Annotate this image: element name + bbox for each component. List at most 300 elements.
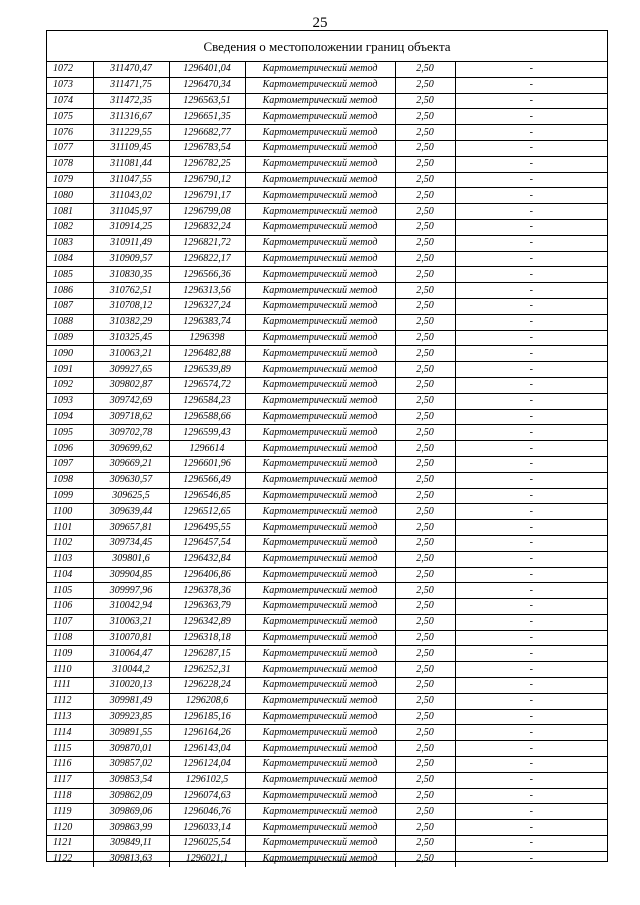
description-cell: - [455,725,607,741]
table-row [47,314,607,330]
method-cell: Картометрический метод [245,693,395,709]
accuracy-cell: 2,50 [395,235,455,251]
point-number-cell: 1081 [47,204,93,220]
point-number-cell: 1082 [47,219,93,235]
method-cell: Картометрический метод [245,757,395,773]
table-row [47,330,607,346]
description-cell: - [455,583,607,599]
accuracy-cell: 2,50 [395,851,455,866]
table-row [47,125,607,141]
table-row [47,377,607,393]
accuracy-cell: 2,50 [395,757,455,773]
table-row [47,693,607,709]
x-coordinate-cell: 310064,47 [93,646,169,662]
y-coordinate-cell: 1296287,15 [169,646,245,662]
table-row [47,172,607,188]
description-cell: - [455,772,607,788]
x-coordinate-cell: 309625,5 [93,488,169,504]
y-coordinate-cell: 1296228,24 [169,678,245,694]
description-cell: - [455,377,607,393]
description-cell: - [455,172,607,188]
description-cell: - [455,551,607,567]
description-cell: - [455,599,607,615]
x-coordinate-cell: 309904,85 [93,567,169,583]
point-number-cell: 1115 [47,741,93,757]
description-cell: - [455,520,607,536]
table-row [47,820,607,836]
point-number-cell: 1107 [47,614,93,630]
accuracy-cell: 2,50 [395,441,455,457]
method-cell: Картометрический метод [245,219,395,235]
point-number-cell: 1088 [47,314,93,330]
description-cell: - [455,472,607,488]
table-row [47,251,607,267]
method-cell: Картометрический метод [245,62,395,77]
x-coordinate-cell: 309630,57 [93,472,169,488]
description-cell: - [455,425,607,441]
x-coordinate-cell: 309849,11 [93,836,169,852]
accuracy-cell: 2,50 [395,425,455,441]
x-coordinate-cell: 310909,57 [93,251,169,267]
y-coordinate-cell: 1296318,18 [169,630,245,646]
x-coordinate-cell: 310063,21 [93,346,169,362]
accuracy-cell: 2,50 [395,314,455,330]
accuracy-cell: 2,50 [395,709,455,725]
method-cell: Картометрический метод [245,172,395,188]
table-row [47,140,607,156]
table-row [47,472,607,488]
x-coordinate-cell: 309699,62 [93,441,169,457]
x-coordinate-cell: 310708,12 [93,298,169,314]
method-cell: Картометрический метод [245,788,395,804]
method-cell: Картометрический метод [245,741,395,757]
description-cell: - [455,346,607,362]
table-row [47,346,607,362]
description-cell: - [455,709,607,725]
description-cell: - [455,851,607,866]
point-number-cell: 1104 [47,567,93,583]
y-coordinate-cell: 1296185,16 [169,709,245,725]
point-number-cell: 1083 [47,235,93,251]
y-coordinate-cell: 1296327,24 [169,298,245,314]
accuracy-cell: 2,50 [395,456,455,472]
accuracy-cell: 2,50 [395,836,455,852]
description-cell: - [455,283,607,299]
point-number-cell: 1114 [47,725,93,741]
description-cell: - [455,441,607,457]
point-number-cell: 1077 [47,140,93,156]
method-cell: Картометрический метод [245,456,395,472]
accuracy-cell: 2,50 [395,741,455,757]
x-coordinate-cell: 311109,45 [93,140,169,156]
accuracy-cell: 2,50 [395,488,455,504]
x-coordinate-cell: 311045,97 [93,204,169,220]
y-coordinate-cell: 1296457,54 [169,535,245,551]
x-coordinate-cell: 309734,45 [93,535,169,551]
accuracy-cell: 2,50 [395,346,455,362]
table-row [47,488,607,504]
method-cell: Картометрический метод [245,267,395,283]
table-row [47,425,607,441]
method-cell: Картометрический метод [245,109,395,125]
table-row [47,204,607,220]
method-cell: Картометрический метод [245,441,395,457]
accuracy-cell: 2,50 [395,693,455,709]
method-cell: Картометрический метод [245,551,395,567]
table-row [47,725,607,741]
table-row [47,77,607,93]
y-coordinate-cell: 1296363,79 [169,599,245,615]
description-cell: - [455,757,607,773]
description-cell: - [455,93,607,109]
method-cell: Картометрический метод [245,662,395,678]
page-number: 25 [312,15,328,31]
point-number-cell: 1080 [47,188,93,204]
accuracy-cell: 2,50 [395,630,455,646]
description-cell: - [455,219,607,235]
table-row [47,535,607,551]
y-coordinate-cell: 1296783,54 [169,140,245,156]
y-coordinate-cell: 1296482,88 [169,346,245,362]
method-cell: Картометрический метод [245,488,395,504]
table-row [47,520,607,536]
accuracy-cell: 2,50 [395,140,455,156]
y-coordinate-cell: 1296832,24 [169,219,245,235]
x-coordinate-cell: 309863,99 [93,820,169,836]
y-coordinate-cell: 1296406,86 [169,567,245,583]
method-cell: Картометрический метод [245,851,395,866]
x-coordinate-cell: 309981,49 [93,693,169,709]
point-number-cell: 1090 [47,346,93,362]
description-cell: - [455,567,607,583]
accuracy-cell: 2,50 [395,804,455,820]
coordinates-table [47,62,607,867]
table-row [47,599,607,615]
x-coordinate-cell: 311081,44 [93,156,169,172]
table-row [47,630,607,646]
method-cell: Картометрический метод [245,298,395,314]
x-coordinate-cell: 311316,67 [93,109,169,125]
y-coordinate-cell: 1296046,76 [169,804,245,820]
method-cell: Картометрический метод [245,583,395,599]
accuracy-cell: 2,50 [395,109,455,125]
x-coordinate-cell: 310044,2 [93,662,169,678]
point-number-cell: 1084 [47,251,93,267]
point-number-cell: 1102 [47,535,93,551]
point-number-cell: 1118 [47,788,93,804]
accuracy-cell: 2,50 [395,362,455,378]
table-row [47,62,607,77]
y-coordinate-cell: 1296398 [169,330,245,346]
y-coordinate-cell: 1296822,17 [169,251,245,267]
method-cell: Картометрический метод [245,93,395,109]
table-row [47,267,607,283]
method-cell: Картометрический метод [245,820,395,836]
point-number-cell: 1091 [47,362,93,378]
y-coordinate-cell: 1296790,12 [169,172,245,188]
point-number-cell: 1073 [47,77,93,93]
accuracy-cell: 2,50 [395,772,455,788]
x-coordinate-cell: 310911,49 [93,235,169,251]
method-cell: Картометрический метод [245,188,395,204]
point-number-cell: 1097 [47,456,93,472]
accuracy-cell: 2,50 [395,599,455,615]
table-row [47,283,607,299]
description-cell: - [455,693,607,709]
point-number-cell: 1098 [47,472,93,488]
description-cell: - [455,251,607,267]
description-cell: - [455,362,607,378]
y-coordinate-cell: 1296563,51 [169,93,245,109]
method-cell: Картометрический метод [245,630,395,646]
table-row [47,456,607,472]
method-cell: Картометрический метод [245,377,395,393]
accuracy-cell: 2,50 [395,62,455,77]
point-number-cell: 1121 [47,836,93,852]
table-row [47,678,607,694]
method-cell: Картометрический метод [245,77,395,93]
method-cell: Картометрический метод [245,504,395,520]
y-coordinate-cell: 1296495,55 [169,520,245,536]
method-cell: Картометрический метод [245,156,395,172]
accuracy-cell: 2,50 [395,393,455,409]
x-coordinate-cell: 309801,6 [93,551,169,567]
y-coordinate-cell: 1296566,36 [169,267,245,283]
accuracy-cell: 2,50 [395,678,455,694]
point-number-cell: 1112 [47,693,93,709]
method-cell: Картометрический метод [245,425,395,441]
description-cell: - [455,804,607,820]
x-coordinate-cell: 309657,81 [93,520,169,536]
x-coordinate-cell: 311047,55 [93,172,169,188]
method-cell: Картометрический метод [245,646,395,662]
y-coordinate-cell: 1296025,54 [169,836,245,852]
description-cell: - [455,504,607,520]
x-coordinate-cell: 309857,02 [93,757,169,773]
table-row [47,219,607,235]
y-coordinate-cell: 1296342,89 [169,614,245,630]
description-cell: - [455,298,607,314]
description-cell: - [455,836,607,852]
table-row [47,646,607,662]
point-number-cell: 1089 [47,330,93,346]
accuracy-cell: 2,50 [395,662,455,678]
table-row [47,851,607,866]
table-row [47,409,607,425]
accuracy-cell: 2,50 [395,472,455,488]
table-row [47,298,607,314]
description-cell: - [455,614,607,630]
point-number-cell: 1075 [47,109,93,125]
description-cell: - [455,330,607,346]
description-cell: - [455,741,607,757]
method-cell: Картометрический метод [245,520,395,536]
x-coordinate-cell: 309853,54 [93,772,169,788]
accuracy-cell: 2,50 [395,330,455,346]
point-number-cell: 1085 [47,267,93,283]
accuracy-cell: 2,50 [395,520,455,536]
accuracy-cell: 2,50 [395,251,455,267]
description-cell: - [455,156,607,172]
method-cell: Картометрический метод [245,567,395,583]
y-coordinate-cell: 1296601,96 [169,456,245,472]
description-cell: - [455,314,607,330]
y-coordinate-cell: 1296791,17 [169,188,245,204]
accuracy-cell: 2,50 [395,535,455,551]
point-number-cell: 1096 [47,441,93,457]
table-row [47,741,607,757]
table-row [47,188,607,204]
point-number-cell: 1116 [47,757,93,773]
description-cell: - [455,662,607,678]
description-cell: - [455,488,607,504]
description-cell: - [455,188,607,204]
description-cell: - [455,409,607,425]
method-cell: Картометрический метод [245,204,395,220]
method-cell: Картометрический метод [245,709,395,725]
point-number-cell: 1100 [47,504,93,520]
method-cell: Картометрический метод [245,125,395,141]
y-coordinate-cell: 1296588,66 [169,409,245,425]
y-coordinate-cell: 1296313,56 [169,283,245,299]
y-coordinate-cell: 1296102,5 [169,772,245,788]
point-number-cell: 1076 [47,125,93,141]
y-coordinate-cell: 1296599,43 [169,425,245,441]
x-coordinate-cell: 311472,35 [93,93,169,109]
accuracy-cell: 2,50 [395,219,455,235]
point-number-cell: 1079 [47,172,93,188]
description-cell: - [455,456,607,472]
accuracy-cell: 2,50 [395,204,455,220]
y-coordinate-cell: 1296539,89 [169,362,245,378]
x-coordinate-cell: 309862,09 [93,788,169,804]
description-cell: - [455,77,607,93]
accuracy-cell: 2,50 [395,646,455,662]
y-coordinate-cell: 1296143,04 [169,741,245,757]
method-cell: Картометрический метод [245,472,395,488]
method-cell: Картометрический метод [245,614,395,630]
x-coordinate-cell: 309702,78 [93,425,169,441]
point-number-cell: 1092 [47,377,93,393]
accuracy-cell: 2,50 [395,377,455,393]
description-cell: - [455,62,607,77]
x-coordinate-cell: 309891,55 [93,725,169,741]
method-cell: Картометрический метод [245,535,395,551]
y-coordinate-cell: 1296383,74 [169,314,245,330]
x-coordinate-cell: 310830,35 [93,267,169,283]
accuracy-cell: 2,50 [395,788,455,804]
y-coordinate-cell: 1296208,6 [169,693,245,709]
x-coordinate-cell: 309927,65 [93,362,169,378]
description-cell: - [455,204,607,220]
description-cell: - [455,140,607,156]
description-cell: - [455,678,607,694]
y-coordinate-cell: 1296512,65 [169,504,245,520]
x-coordinate-cell: 310020,13 [93,678,169,694]
method-cell: Картометрический метод [245,283,395,299]
table-row [47,757,607,773]
x-coordinate-cell: 309669,21 [93,456,169,472]
point-number-cell: 1072 [47,62,93,77]
point-number-cell: 1086 [47,283,93,299]
point-number-cell: 1108 [47,630,93,646]
accuracy-cell: 2,50 [395,504,455,520]
method-cell: Картометрический метод [245,251,395,267]
y-coordinate-cell: 1296432,84 [169,551,245,567]
coordinates-table-body [47,62,607,867]
x-coordinate-cell: 309802,87 [93,377,169,393]
y-coordinate-cell: 1296033,14 [169,820,245,836]
method-cell: Картометрический метод [245,599,395,615]
accuracy-cell: 2,50 [395,156,455,172]
accuracy-cell: 2,50 [395,125,455,141]
accuracy-cell: 2,50 [395,267,455,283]
point-number-cell: 1078 [47,156,93,172]
description-cell: - [455,125,607,141]
point-number-cell: 1101 [47,520,93,536]
y-coordinate-cell: 1296584,23 [169,393,245,409]
accuracy-cell: 2,50 [395,409,455,425]
accuracy-cell: 2,50 [395,77,455,93]
x-coordinate-cell: 311470,47 [93,62,169,77]
table-row [47,441,607,457]
description-cell: - [455,535,607,551]
table-row [47,788,607,804]
point-number-cell: 1109 [47,646,93,662]
y-coordinate-cell: 1296574,72 [169,377,245,393]
point-number-cell: 1095 [47,425,93,441]
table-row [47,836,607,852]
accuracy-cell: 2,50 [395,725,455,741]
description-cell: - [455,788,607,804]
table-row [47,393,607,409]
point-number-cell: 1110 [47,662,93,678]
x-coordinate-cell: 310762,51 [93,283,169,299]
table-row [47,662,607,678]
x-coordinate-cell: 309870,01 [93,741,169,757]
x-coordinate-cell: 309742,69 [93,393,169,409]
table-row [47,362,607,378]
x-coordinate-cell: 310325,45 [93,330,169,346]
accuracy-cell: 2,50 [395,567,455,583]
description-cell: - [455,109,607,125]
y-coordinate-cell: 1296021,1 [169,851,245,866]
y-coordinate-cell: 1296164,26 [169,725,245,741]
accuracy-cell: 2,50 [395,820,455,836]
x-coordinate-cell: 310914,25 [93,219,169,235]
description-cell: - [455,393,607,409]
y-coordinate-cell: 1296566,49 [169,472,245,488]
x-coordinate-cell: 311471,75 [93,77,169,93]
y-coordinate-cell: 1296682,77 [169,125,245,141]
y-coordinate-cell: 1296821,72 [169,235,245,251]
table-row [47,709,607,725]
table-row [47,551,607,567]
accuracy-cell: 2,50 [395,614,455,630]
table-row [47,156,607,172]
x-coordinate-cell: 311229,55 [93,125,169,141]
y-coordinate-cell: 1296378,36 [169,583,245,599]
method-cell: Картометрический метод [245,725,395,741]
point-number-cell: 1111 [47,678,93,694]
point-number-cell: 1087 [47,298,93,314]
method-cell: Картометрический метод [245,804,395,820]
x-coordinate-cell: 310382,29 [93,314,169,330]
x-coordinate-cell: 310070,81 [93,630,169,646]
table-row [47,567,607,583]
point-number-cell: 1103 [47,551,93,567]
x-coordinate-cell: 309639,44 [93,504,169,520]
